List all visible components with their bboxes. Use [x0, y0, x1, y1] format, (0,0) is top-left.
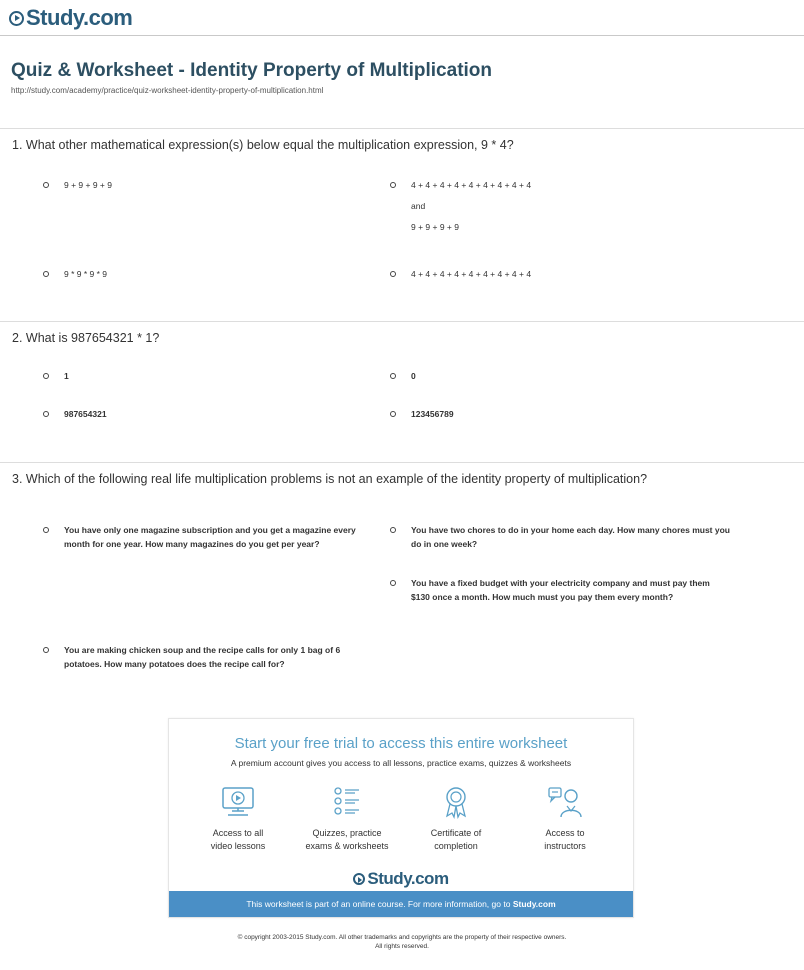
option-text: You have a fixed budget with your electricity company and must pay them $130 once a month. How much must you pay them every month?	[411, 578, 710, 602]
question-3-option-b[interactable]	[390, 523, 730, 551]
question-3-option-c[interactable]	[390, 576, 730, 604]
copyright-footer	[0, 933, 804, 951]
rights-text: All rights reserved.	[375, 943, 429, 950]
question-2-option-d[interactable]	[390, 407, 454, 421]
question-2-option-a[interactable]	[43, 369, 69, 383]
play-circle-icon	[353, 873, 365, 885]
feature-label: Access to all	[212, 828, 264, 838]
option-text: 987654321	[64, 409, 107, 419]
radio-button[interactable]	[390, 271, 396, 277]
option-text: 1	[64, 371, 69, 381]
quiz-list-icon	[329, 785, 365, 819]
video-lesson-icon	[220, 785, 256, 819]
question-divider	[0, 462, 804, 463]
question-1-text: 1. What other mathematical expression(s) below equal the multiplication expression, 9 * 4?	[12, 138, 514, 152]
option-text: and	[411, 201, 426, 211]
radio-button[interactable]	[43, 373, 49, 379]
study-logo[interactable]	[9, 5, 132, 31]
feature-label: Certificate of	[430, 828, 482, 838]
feature-instructors	[510, 785, 620, 853]
copyright-text: © copyright 2003-2015 Study.com. All other trademarks and copyrights are the property of their respective owners.	[237, 934, 567, 941]
header-divider	[0, 35, 804, 36]
logo-text: Study.com	[26, 5, 133, 30]
feature-certificate	[401, 785, 511, 853]
page-url: http://study.com/academy/practice/quiz-worksheet-identity-property-of-multiplication.html	[11, 86, 324, 95]
certificate-icon	[438, 785, 474, 819]
question-1-option-d[interactable]	[390, 269, 531, 279]
option-text: 4 + 4 + 4 + 4 + 4 + 4 + 4 + 4 + 4	[411, 180, 532, 190]
promo-info-bar	[169, 891, 633, 917]
feature-label: completion	[434, 841, 478, 851]
feature-label: instructors	[544, 841, 586, 851]
radio-button[interactable]	[390, 580, 396, 586]
question-3-option-a[interactable]	[43, 523, 363, 551]
radio-button[interactable]	[43, 527, 49, 533]
question-divider	[0, 321, 804, 322]
radio-button[interactable]	[390, 411, 396, 417]
feature-label: Access to	[545, 828, 585, 838]
question-divider	[0, 128, 804, 129]
radio-button[interactable]	[43, 411, 49, 417]
question-2-option-b[interactable]	[390, 369, 416, 383]
option-text: 123456789	[411, 409, 454, 419]
feature-quizzes	[292, 785, 402, 853]
free-trial-promo	[168, 718, 634, 918]
option-text: 9 * 9 * 9 * 9	[64, 269, 108, 279]
option-text: 0	[411, 371, 416, 381]
question-1-option-c[interactable]	[43, 269, 107, 279]
page-title: Quiz & Worksheet - Identity Property of Multiplication	[11, 60, 493, 81]
question-3-text: 3. Which of the following real life multiplication problems is not an example of the identity property of multiplication?	[12, 472, 648, 486]
radio-button[interactable]	[390, 182, 396, 188]
radio-button[interactable]	[390, 373, 396, 379]
question-2-text: 2. What is 987654321 * 1?	[12, 331, 160, 345]
option-text: 4 + 4 + 4 + 4 + 4 + 4 + 4 + 4 + 4	[411, 269, 532, 279]
option-text: 9 + 9 + 9 + 9	[64, 180, 112, 190]
option-text: You are making chicken soup and the recipe calls for only 1 bag of 6 potatoes. How many potatoes does the recipe call for?	[64, 645, 341, 669]
promo-bar-text: This worksheet is part of an online course. For more information, go to	[246, 899, 513, 909]
promo-title[interactable]: Start your free trial to access this entire worksheet	[234, 735, 568, 752]
question-1-option-b[interactable]	[390, 180, 531, 232]
promo-subtitle: A premium account gives you access to all lessons, practice exams, quizzes & worksheets	[230, 758, 572, 768]
radio-button[interactable]	[43, 271, 49, 277]
radio-button[interactable]	[43, 182, 49, 188]
study-link[interactable]: Study.com	[512, 899, 556, 909]
question-3-option-d[interactable]	[43, 643, 363, 671]
promo-study-logo[interactable]	[169, 869, 633, 889]
play-circle-icon	[9, 11, 24, 26]
option-text: You have two chores to do in your home each day. How many chores must you do in one week?	[411, 525, 730, 549]
radio-button[interactable]	[390, 527, 396, 533]
logo-text: Study.com	[367, 869, 449, 888]
feature-label: Quizzes, practice	[312, 828, 382, 838]
option-text: 9 + 9 + 9 + 9	[411, 222, 459, 232]
option-text: You have only one magazine subscription and you get a magazine every month for one year. How many magazines do you get per year?	[64, 525, 356, 549]
feature-label: exams & worksheets	[305, 841, 389, 851]
question-2-option-c[interactable]	[43, 407, 107, 421]
feature-video-lessons	[183, 785, 293, 853]
question-1-option-a[interactable]	[43, 180, 112, 190]
instructor-chat-icon	[547, 785, 583, 819]
feature-label: video lessons	[210, 841, 266, 851]
radio-button[interactable]	[43, 647, 49, 653]
